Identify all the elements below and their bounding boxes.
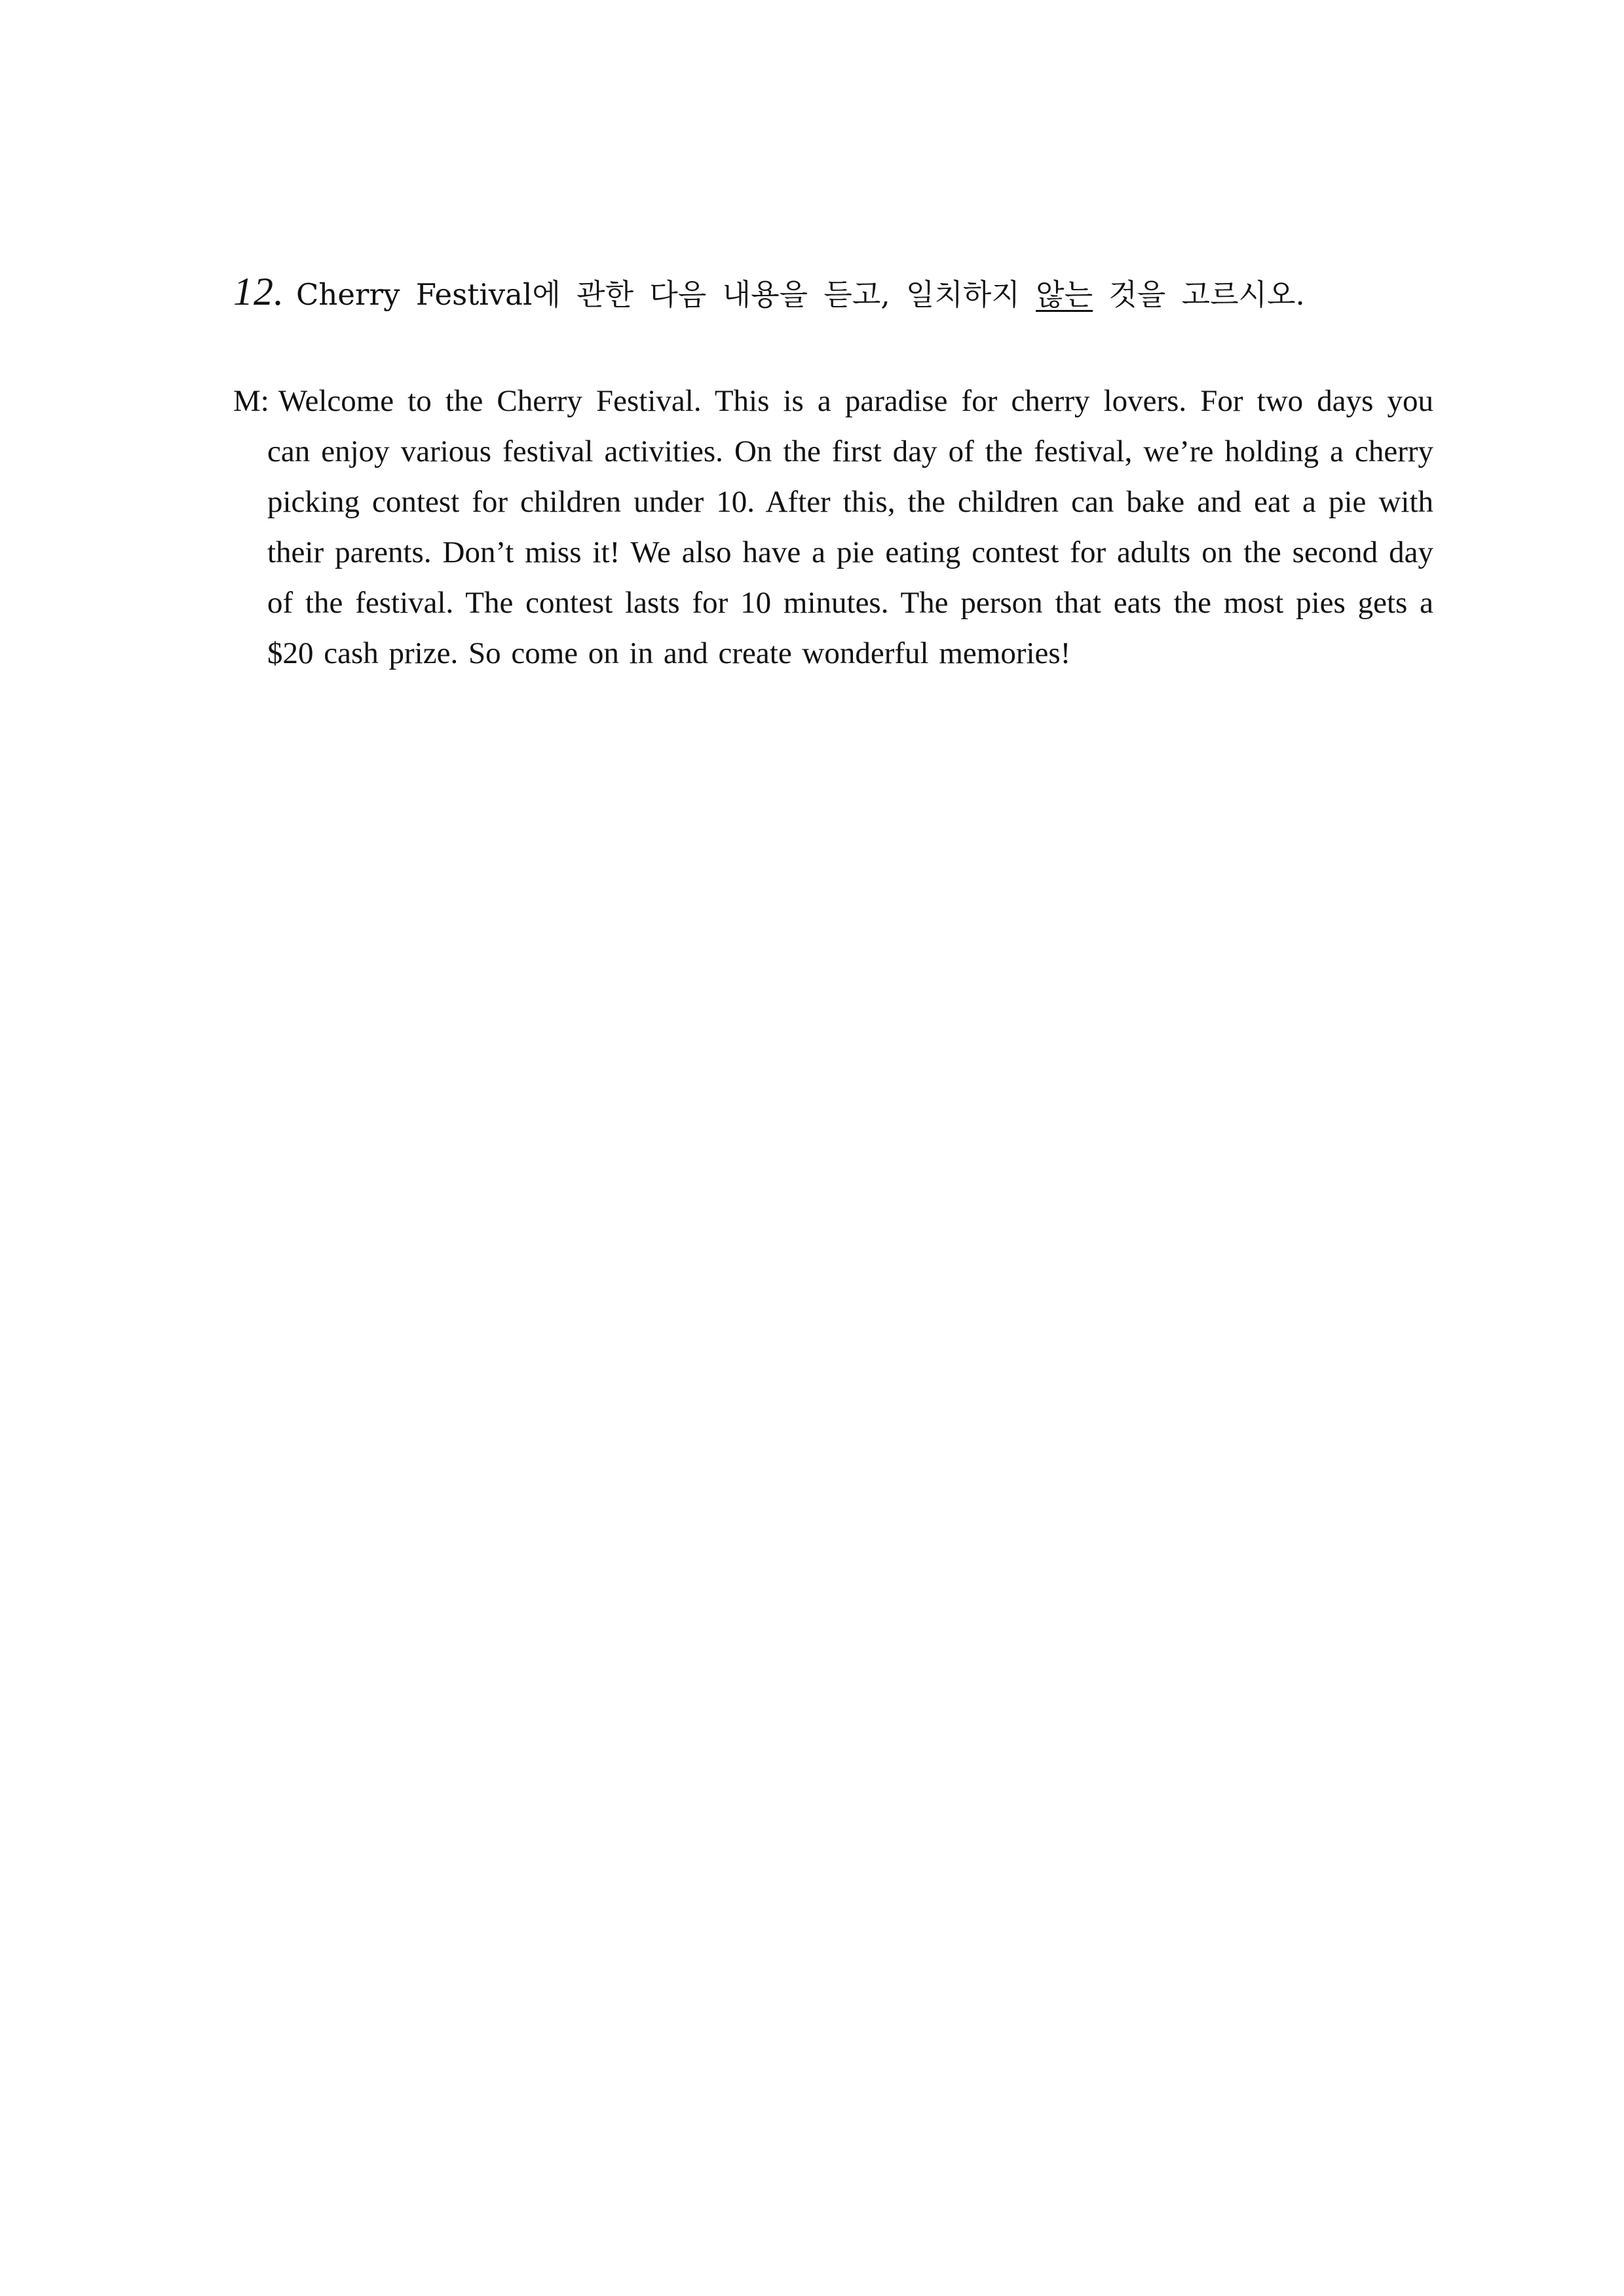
question-underlined-word: 않는 xyxy=(1036,277,1093,312)
question-text xyxy=(296,277,1305,312)
script-text: Welcome to the Cherry Festival. This is a paradise for cherry lovers. For two days you can enjoy various festival activities. On the first day of the festival, we’re holding a cherry picking contest for children under 10. After this, the children can bake and eat a pie with their parents. Don’t miss it! We also have a pie eating contest for adults on the second day of the festival. The contest lasts for 10 minutes. The person that eats the most pies gets a $20 cash prize. So come on in and create wonderful memories! xyxy=(267,384,1433,670)
question-text-before: Cherry Festival에 관한 다음 내용을 듣고, 일치하지 xyxy=(296,277,1036,312)
question-text-after: 것을 고르시오. xyxy=(1093,277,1305,312)
question-heading xyxy=(233,265,1412,321)
speaker-label: M: xyxy=(233,384,269,418)
listening-script xyxy=(233,376,1433,679)
question-number: 12. xyxy=(233,270,284,313)
